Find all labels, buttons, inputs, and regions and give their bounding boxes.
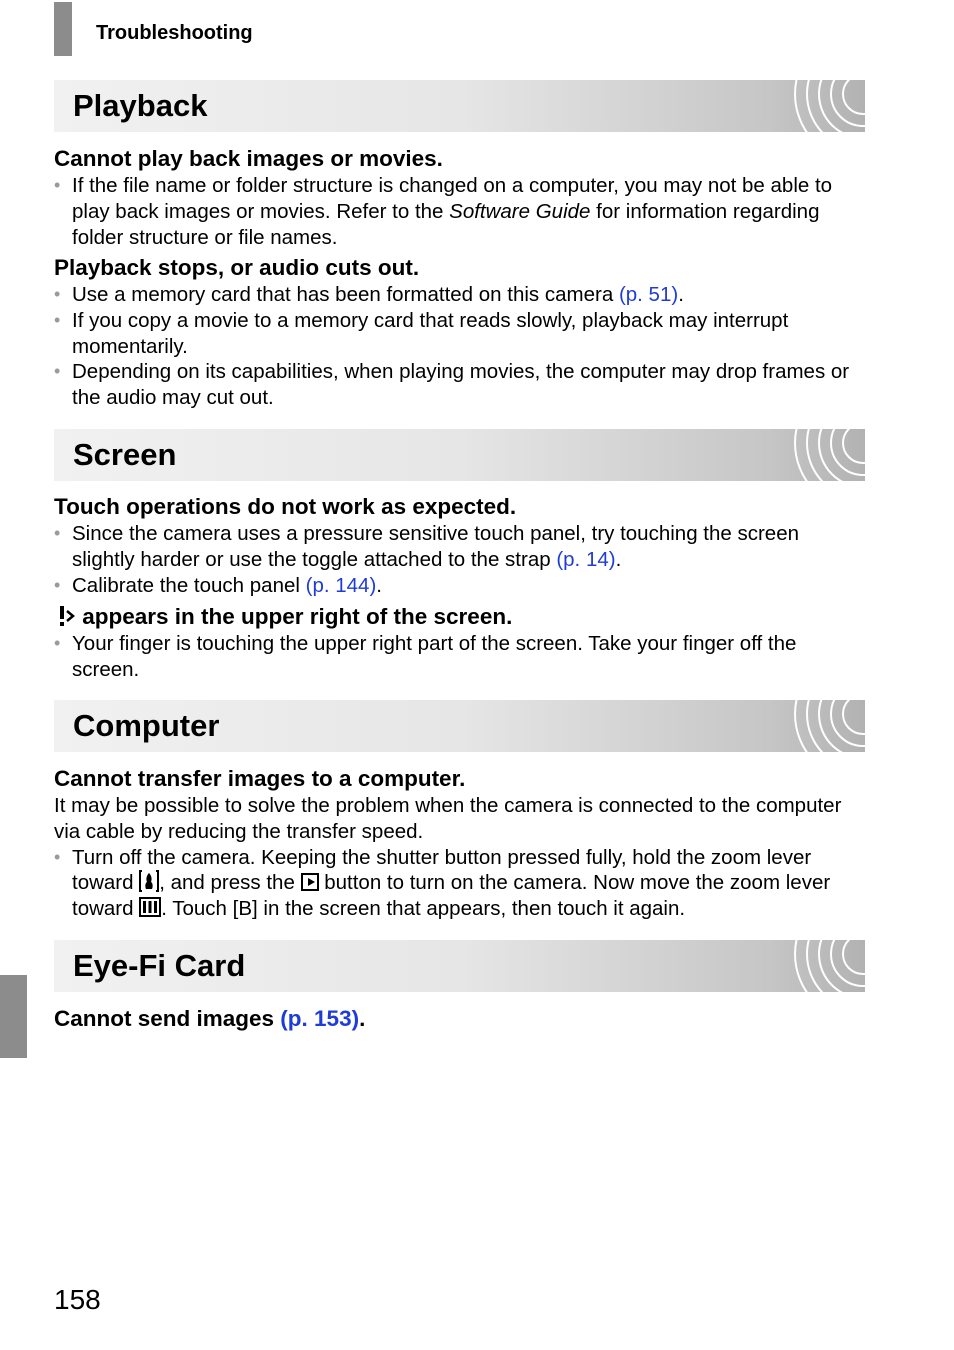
computer-issue-1	[54, 765, 866, 922]
bullet-item: • Your finger is touching the upper right part of the screen. Take your finger off the screen.	[54, 631, 866, 683]
page-number: 158	[54, 1284, 101, 1315]
issue-title: appears in the upper right of the screen.	[54, 603, 866, 631]
issue-title: Touch operations do not work as expected.	[54, 494, 517, 519]
chapter-title: Troubleshooting	[96, 22, 253, 44]
playback-button-icon	[301, 873, 319, 891]
playback-issue-2	[54, 254, 866, 411]
bullet-item: • Use a memory card that has been formatted on this camera (p. 51).	[54, 282, 866, 308]
issue-title: Cannot transfer images to a computer.	[54, 766, 466, 791]
section-title: Computer	[73, 708, 220, 743]
section-header-playback	[54, 80, 865, 132]
swirl-decoration-icon	[775, 700, 865, 752]
bullet-item: • Turn off the camera. Keeping the shutter button pressed fully, hold the zoom lever toward , and press the button to turn on the camera. Now move the zoom lever toward . Touch [B] in the screen that appears, then touch it again.	[54, 845, 866, 922]
playback-issue-1	[54, 145, 866, 250]
swirl-decoration-icon	[775, 80, 865, 132]
bullet-item: • Since the camera uses a pressure sensitive touch panel, try touching the screen slightly harder or use the toggle attached to the strap (p. 14).	[54, 521, 866, 573]
bullet-item: • Depending on its capabilities, when playing movies, the computer may drop frames or the audio may cut out.	[54, 359, 866, 411]
bullet-item: • If the file name or folder structure is changed on a computer, you may not be able to play back images or movies. Refer to the Software Guide for information regarding folder structure or file names.	[54, 173, 866, 250]
section-title: Playback	[73, 88, 208, 123]
zoom-wide-index-icon	[139, 896, 161, 918]
issue-intro: It may be possible to solve the problem when the camera is connected to the computer via cable by reducing the transfer speed.	[54, 794, 842, 843]
chapter-side-tab	[0, 975, 27, 1058]
section-header-screen	[54, 429, 865, 481]
section-title: Screen	[73, 437, 177, 472]
page-link[interactable]: (p. 144)	[305, 573, 377, 597]
issue-title: Cannot play back images or movies.	[54, 146, 443, 171]
chapter-marker	[54, 2, 72, 56]
section-title: Eye-Fi Card	[73, 948, 246, 983]
issue-title: Cannot send images (p. 153).	[54, 1006, 366, 1031]
screen-issue-2	[54, 603, 866, 683]
page-link[interactable]: (p. 51)	[618, 283, 679, 306]
page-link[interactable]: (p. 153)	[280, 1006, 360, 1031]
page-link[interactable]: (p. 14)	[556, 547, 616, 571]
touch-warning-icon	[54, 605, 76, 627]
screen-issue-1	[54, 493, 866, 598]
section-header-computer	[54, 700, 865, 752]
swirl-decoration-icon	[775, 940, 865, 992]
bullet-item: • Calibrate the touch panel (p. 144).	[54, 573, 866, 599]
issue-title: Playback stops, or audio cuts out.	[54, 255, 420, 280]
bullet-item: • If you copy a movie to a memory card that reads slowly, playback may interrupt momentarily.	[54, 308, 866, 360]
eyefi-issue-1	[54, 1005, 866, 1033]
swirl-decoration-icon	[775, 429, 865, 481]
zoom-tele-icon	[139, 870, 159, 892]
section-header-eyefi	[54, 940, 865, 992]
